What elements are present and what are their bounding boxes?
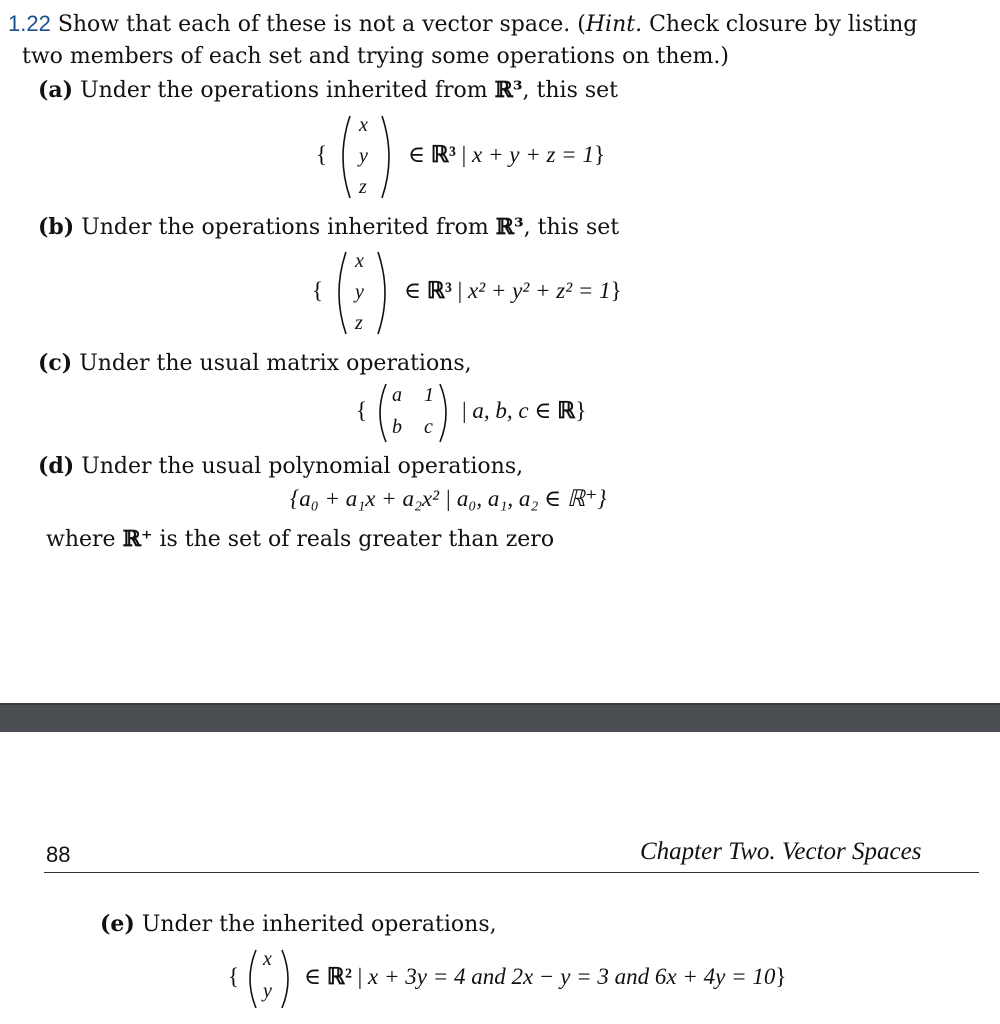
part-b-label: (b) <box>38 214 75 240</box>
vector-entry: x <box>355 250 364 272</box>
part-c-label: (c) <box>38 350 73 376</box>
part-a-set <box>316 112 656 202</box>
vector-entry: z <box>359 176 367 198</box>
part-c-desc: Under the usual matrix operations, <box>72 351 472 376</box>
matrix <box>372 380 454 446</box>
column-vector <box>330 248 394 338</box>
left-brace: { <box>356 398 368 423</box>
vector-entry: y <box>359 145 368 167</box>
problem-number: 1.22 <box>8 11 51 36</box>
part-a-text <box>38 76 618 105</box>
page-number: 88 <box>46 842 71 867</box>
set-condition: ∈ ℝ² | x + 3y = 4 and 2x − y = 3 and 6x + 4y = 10} <box>304 964 787 989</box>
part-b-desc-tail: , this set <box>523 215 620 240</box>
left-brace: { <box>312 278 324 303</box>
vector-entry: z <box>355 312 363 334</box>
part-e-text <box>100 910 497 939</box>
part-d-set: {a₀ + a₁x + a₂x² | a₀, a₁, a₂ ∈ ℝ⁺} <box>290 486 607 511</box>
reals3-symbol: ℝ³ <box>494 77 523 103</box>
reals-plus-symbol: ℝ⁺ <box>122 526 153 552</box>
column-vector <box>242 946 296 1012</box>
chapter-title: Chapter Two. Vector Spaces <box>640 838 922 865</box>
part-d-label: (d) <box>38 453 75 479</box>
reals3-symbol: ℝ³ <box>495 214 524 240</box>
part-d-desc: Under the usual polynomial operations, <box>74 454 524 479</box>
part-d-text <box>38 452 523 481</box>
part-e-set <box>228 946 868 1012</box>
left-brace: { <box>316 142 328 167</box>
matrix-entry: b <box>392 416 402 438</box>
part-a-desc: Under the operations inherited from <box>73 78 495 103</box>
problem-statement <box>8 10 917 39</box>
problem-intro-line2: two members of each set and trying some operations on them.) <box>22 44 729 69</box>
part-b-text <box>38 213 619 242</box>
page-divider <box>0 703 1000 732</box>
hint-word: Hint. <box>585 12 643 37</box>
part-d-note: where ℝ⁺ is the set of reals greater than zero <box>46 526 555 552</box>
part-b-desc: Under the operations inherited from <box>74 215 496 240</box>
part-b-set <box>312 248 672 338</box>
set-condition: ∈ ℝ³ | x + y + z = 1} <box>408 142 605 167</box>
header-rule <box>44 872 979 873</box>
set-condition: ∈ ℝ³ | x² + y² + z² = 1} <box>404 278 622 303</box>
part-a-label: (a) <box>38 77 74 103</box>
vector-entry: x <box>263 948 272 970</box>
vector-entry: y <box>355 281 364 303</box>
part-c-set <box>356 380 656 446</box>
column-vector <box>334 112 398 202</box>
vector-entry: x <box>359 114 368 136</box>
left-brace: { <box>228 964 240 989</box>
problem-intro-tail: Check closure by listing <box>642 12 918 37</box>
part-a-desc-tail: , this set <box>522 78 619 103</box>
set-condition: | a, b, c ∈ ℝ} <box>462 398 587 423</box>
matrix-entry: 1 <box>424 384 434 406</box>
part-c-text <box>38 349 472 378</box>
problem-intro: Show that each of these is not a vector space. ( <box>50 12 586 37</box>
matrix-entry: a <box>392 384 402 406</box>
part-e-label: (e) <box>100 911 135 937</box>
vector-entry: y <box>263 980 272 1002</box>
part-e-desc: Under the inherited operations, <box>134 912 497 937</box>
matrix-entry: c <box>424 416 433 438</box>
